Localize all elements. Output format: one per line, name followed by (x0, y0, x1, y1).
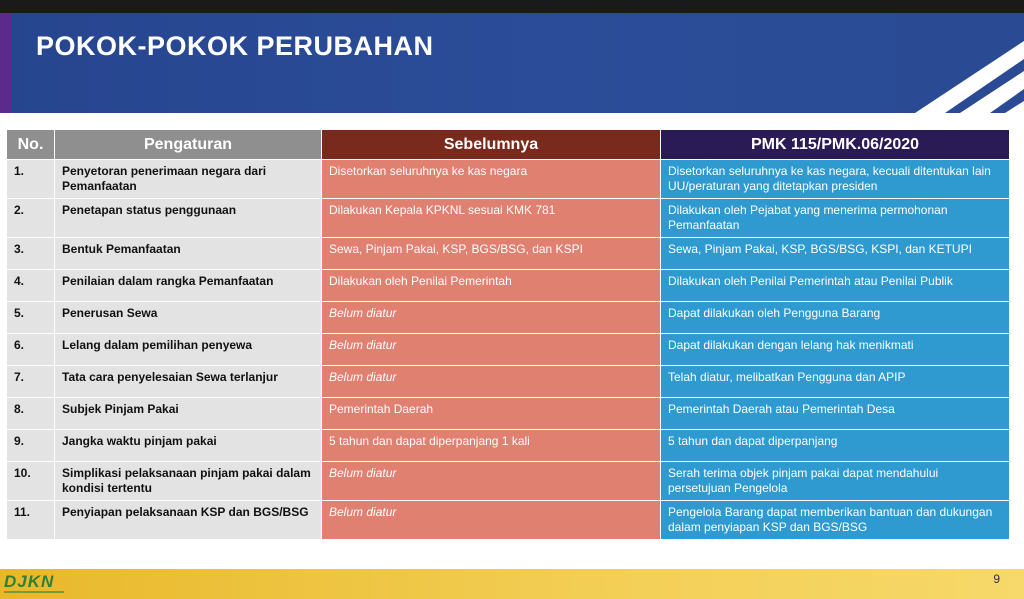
row-number: 2. (7, 199, 55, 238)
row-number: 9. (7, 430, 55, 462)
row-pmk: Pengelola Barang dapat memberikan bantuan dan dukungan dalam penyiapan KSP dan BGS/BSG (661, 501, 1010, 540)
row-sebelumnya: Belum diatur (322, 501, 661, 540)
column-header-pmk: PMK 115/PMK.06/2020 (661, 130, 1010, 160)
table-row (7, 199, 1010, 238)
row-sebelumnya: Belum diatur (322, 366, 661, 398)
row-number: 6. (7, 334, 55, 366)
row-sebelumnya: Belum diatur (322, 462, 661, 501)
row-sebelumnya: Disetorkan seluruhnya ke kas negara (322, 160, 661, 199)
row-pengaturan: Subjek Pinjam Pakai (55, 398, 322, 430)
row-pmk: Pemerintah Daerah atau Pemerintah Desa (661, 398, 1010, 430)
row-number: 11. (7, 501, 55, 540)
row-pmk: Sewa, Pinjam Pakai, KSP, BGS/BSG, KSPI, dan KETUPI (661, 238, 1010, 270)
slide-header (0, 13, 1024, 113)
row-pengaturan: Simplikasi pelaksanaan pinjam pakai dalam kondisi tertentu (55, 462, 322, 501)
column-header-sebelumnya: Sebelumnya (322, 130, 661, 160)
row-pengaturan: Penetapan status penggunaan (55, 199, 322, 238)
page-number: 9 (993, 572, 1000, 586)
table-row (7, 462, 1010, 501)
row-sebelumnya: Sewa, Pinjam Pakai, KSP, BGS/BSG, dan KSPI (322, 238, 661, 270)
row-pmk: Serah terima objek pinjam pakai dapat mendahului persetujuan Pengelola (661, 462, 1010, 501)
row-pmk: Dapat dilakukan dengan lelang hak menikmati (661, 334, 1010, 366)
table-row (7, 302, 1010, 334)
comparison-table-container (6, 129, 1009, 540)
row-number: 5. (7, 302, 55, 334)
column-header-no: No. (7, 130, 55, 160)
row-pengaturan: Bentuk Pemanfaatan (55, 238, 322, 270)
row-pmk: Dilakukan oleh Penilai Pemerintah atau Penilai Publik (661, 270, 1010, 302)
row-pengaturan: Lelang dalam pemilihan penyewa (55, 334, 322, 366)
row-pmk: Disetorkan seluruhnya ke kas negara, kecuali ditentukan lain UU/peraturan yang ditetapkan presiden (661, 160, 1010, 199)
table-row (7, 501, 1010, 540)
table-row (7, 398, 1010, 430)
column-header-pengaturan: Pengaturan (55, 130, 322, 160)
table-row (7, 430, 1010, 462)
row-pengaturan: Penerusan Sewa (55, 302, 322, 334)
table-row (7, 366, 1010, 398)
comparison-table (6, 129, 1010, 540)
slide-title: POKOK-POKOK PERUBAHAN (36, 31, 434, 61)
table-row (7, 160, 1010, 199)
row-sebelumnya: Belum diatur (322, 334, 661, 366)
table-header-row (7, 130, 1010, 160)
row-number: 1. (7, 160, 55, 199)
slide-footer (0, 569, 1024, 599)
table-row (7, 334, 1010, 366)
row-pmk: Telah diatur, melibatkan Pengguna dan APIP (661, 366, 1010, 398)
djkn-logo: DJKN (4, 572, 55, 591)
row-sebelumnya: Dilakukan oleh Penilai Pemerintah (322, 270, 661, 302)
row-pengaturan: Penyetoran penerimaan negara dari Pemanfaatan (55, 160, 322, 199)
row-pengaturan: Jangka waktu pinjam pakai (55, 430, 322, 462)
header-stripes-decoration (0, 13, 1024, 113)
row-pmk: Dilakukan oleh Pejabat yang menerima permohonan Pemanfaatan (661, 199, 1010, 238)
row-sebelumnya: Dilakukan Kepala KPKNL sesuai KMK 781 (322, 199, 661, 238)
row-pengaturan: Penyiapan pelaksanaan KSP dan BGS/BSG (55, 501, 322, 540)
table-row (7, 238, 1010, 270)
row-sebelumnya: Pemerintah Daerah (322, 398, 661, 430)
row-sebelumnya: Belum diatur (322, 302, 661, 334)
top-bar (0, 0, 1024, 13)
row-number: 7. (7, 366, 55, 398)
row-sebelumnya: 5 tahun dan dapat diperpanjang 1 kali (322, 430, 661, 462)
row-number: 4. (7, 270, 55, 302)
row-pengaturan: Penilaian dalam rangka Pemanfaatan (55, 270, 322, 302)
row-number: 8. (7, 398, 55, 430)
row-pengaturan: Tata cara penyelesaian Sewa terlanjur (55, 366, 322, 398)
row-number: 3. (7, 238, 55, 270)
row-number: 10. (7, 462, 55, 501)
table-row (7, 270, 1010, 302)
row-pmk: Dapat dilakukan oleh Pengguna Barang (661, 302, 1010, 334)
logo-underline (4, 591, 64, 593)
row-pmk: 5 tahun dan dapat diperpanjang (661, 430, 1010, 462)
